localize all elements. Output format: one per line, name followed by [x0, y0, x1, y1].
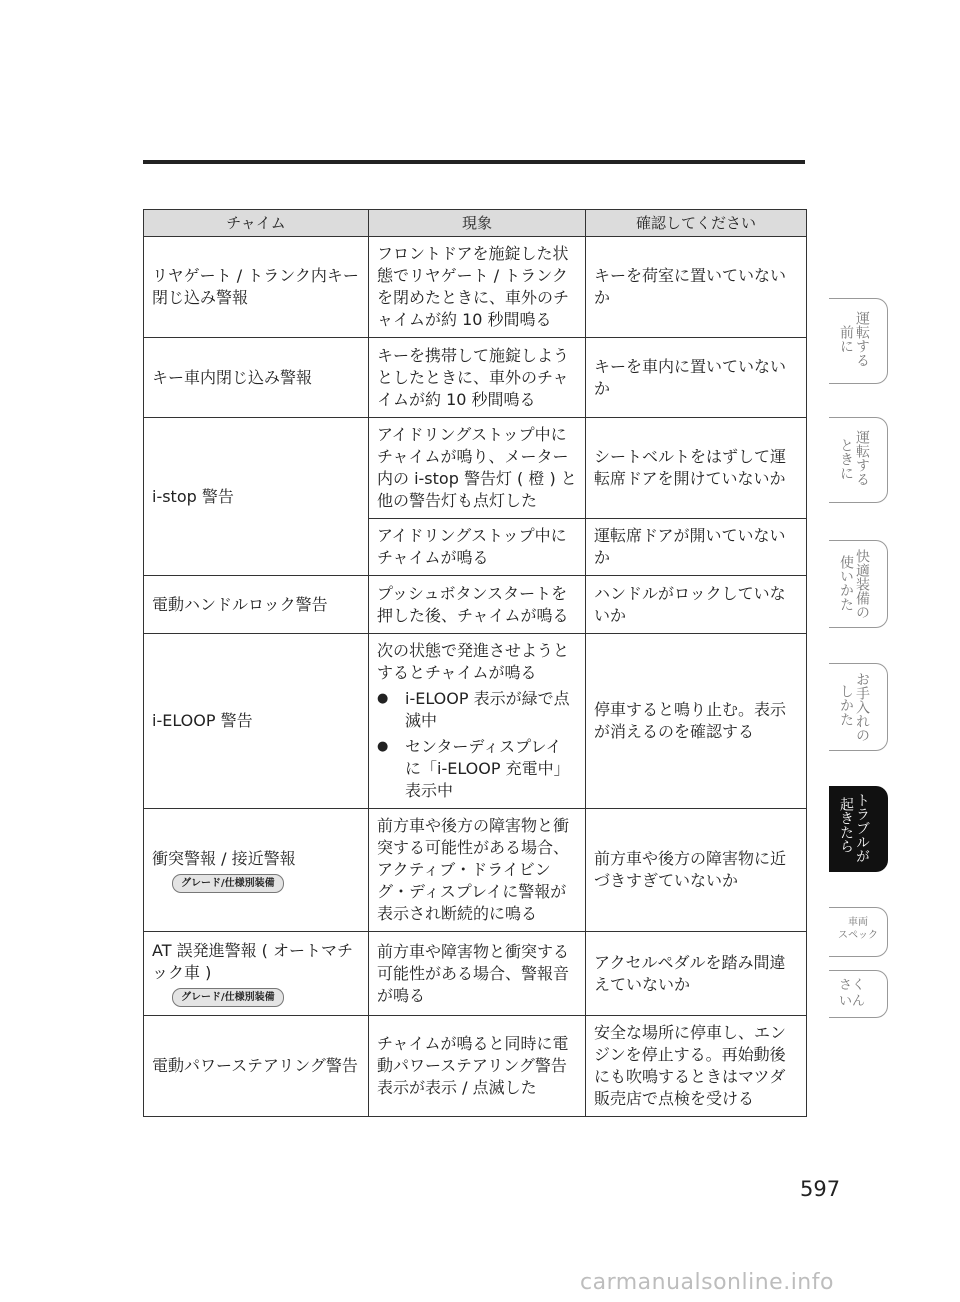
cell-phenomenon: アイドリングストップ中にチャイムが鳴り、メーター内の i-stop 警告灯 ( 橙 ) と他の警告灯も点灯した	[369, 418, 586, 519]
table-header-row	[144, 210, 807, 237]
chime-table	[143, 209, 807, 1117]
cell-phenomenon: プッシュボタンスタートを押した後、チャイムが鳴る	[369, 576, 586, 634]
table-row	[144, 237, 807, 338]
tab-label-line2: スペック	[838, 930, 878, 941]
cell-check: ハンドルがロックしていないか	[586, 576, 807, 634]
table-row	[144, 809, 807, 932]
table-row	[144, 1016, 807, 1117]
phenomenon-intro: 次の状態で発進させようとするとチャイムが鳴る	[377, 641, 570, 682]
header-chime: チャイム	[144, 210, 369, 237]
tab-label-col2: ときに	[838, 438, 854, 480]
cell-phenomenon: アイドリングストップ中にチャイムが鳴る	[369, 519, 586, 576]
list-item: ● センターディスプレイに「i-ELOOP 充電中」表示中	[377, 736, 577, 802]
cell-chime	[144, 932, 369, 1016]
cell-chime	[144, 809, 369, 932]
cell-phenomenon: 前方車や後方の障害物と衝突する可能性がある場合、アクティブ・ドライビング・ディスプレイに警報が表示され断続的に鳴る	[369, 809, 586, 932]
cell-phenomenon	[369, 634, 586, 809]
cell-chime: i-stop 警告	[144, 418, 369, 576]
sidebar-tab-specs[interactable]	[829, 907, 888, 957]
cell-check: 運転席ドアが開いていないか	[586, 519, 807, 576]
bullet-list	[377, 688, 577, 802]
tab-label-col1: 運転する	[854, 430, 870, 486]
tab-label-col2: しかた	[838, 684, 854, 726]
table-row	[144, 418, 807, 519]
tab-label-line1: さく	[839, 978, 866, 993]
chime-label: 衝突警報 / 接近警報	[152, 848, 296, 868]
tab-label-line2: いん	[839, 994, 866, 1009]
top-rule	[143, 160, 805, 164]
table-row	[144, 932, 807, 1016]
cell-check: アクセルペダルを踏み間違えていないか	[586, 932, 807, 1016]
cell-chime: i-ELOOP 警告	[144, 634, 369, 809]
tab-label-col2: 起きたら	[838, 797, 854, 853]
cell-chime: リヤゲート / トランク内キー閉じ込み警報	[144, 237, 369, 338]
cell-chime: 電動ハンドルロック警告	[144, 576, 369, 634]
cell-check: キーを車内に置いていないか	[586, 338, 807, 418]
tab-label-col1: 快適装備の	[854, 549, 870, 619]
grade-badge: グレード/仕様別装備	[172, 874, 284, 893]
tab-label-col2: 使いかた	[838, 555, 854, 611]
cell-chime: 電動パワーステアリング警告	[144, 1016, 369, 1117]
cell-check: 停車すると鳴り止む。表示が消えるのを確認する	[586, 634, 807, 809]
cell-phenomenon: キーを携帯して施錠しようとしたときに、車外のチャイムが約 10 秒間鳴る	[369, 338, 586, 418]
chime-label: AT 誤発進警報 ( オートマチック車 )	[152, 941, 353, 982]
cell-phenomenon: フロントドアを施錠した状態でリヤゲート / トランクを閉めたときに、車外のチャイムが約 10 秒間鳴る	[369, 237, 586, 338]
tab-label-line1: 車両	[848, 917, 868, 928]
tab-label-col1: トラブルが	[854, 793, 870, 863]
list-item: ● i-ELOOP 表示が緑で点滅中	[377, 688, 577, 732]
table-row	[144, 576, 807, 634]
sidebar-tab-maintenance[interactable]	[829, 663, 888, 751]
table-row	[144, 634, 807, 809]
sidebar-tab-before-driving[interactable]	[829, 298, 888, 384]
tab-label-col1: お手入れの	[854, 672, 870, 742]
tab-label-col2: 前に	[838, 325, 854, 353]
cell-chime: キー車内閉じ込み警報	[144, 338, 369, 418]
sidebar-tab-troubleshooting[interactable]	[829, 786, 888, 872]
table-row	[144, 338, 807, 418]
watermark: carmanualsonline.info	[580, 1270, 834, 1295]
page-number: 597	[800, 1177, 841, 1201]
grade-badge: グレード/仕様別装備	[172, 988, 284, 1007]
header-phenomenon: 現象	[369, 210, 586, 237]
cell-phenomenon: チャイムが鳴ると同時に電動パワーステアリング警告表示が表示 / 点滅した	[369, 1016, 586, 1117]
header-check: 確認してください	[586, 210, 807, 237]
sidebar-tab-while-driving[interactable]	[829, 417, 888, 503]
sidebar-tab-index[interactable]	[829, 970, 888, 1018]
cell-phenomenon: 前方車や障害物と衝突する可能性がある場合、警報音が鳴る	[369, 932, 586, 1016]
cell-check: 安全な場所に停車し、エンジンを停止する。再始動後にも吹鳴するときはマツダ販売店で点検を受ける	[586, 1016, 807, 1117]
cell-check: 前方車や後方の障害物に近づきすぎていないか	[586, 809, 807, 932]
sidebar-tab-comfort[interactable]	[829, 540, 888, 628]
cell-check: シートベルトをはずして運転席ドアを開けていないか	[586, 418, 807, 519]
cell-check: キーを荷室に置いていないか	[586, 237, 807, 338]
tab-label-col1: 運転する	[854, 311, 870, 367]
